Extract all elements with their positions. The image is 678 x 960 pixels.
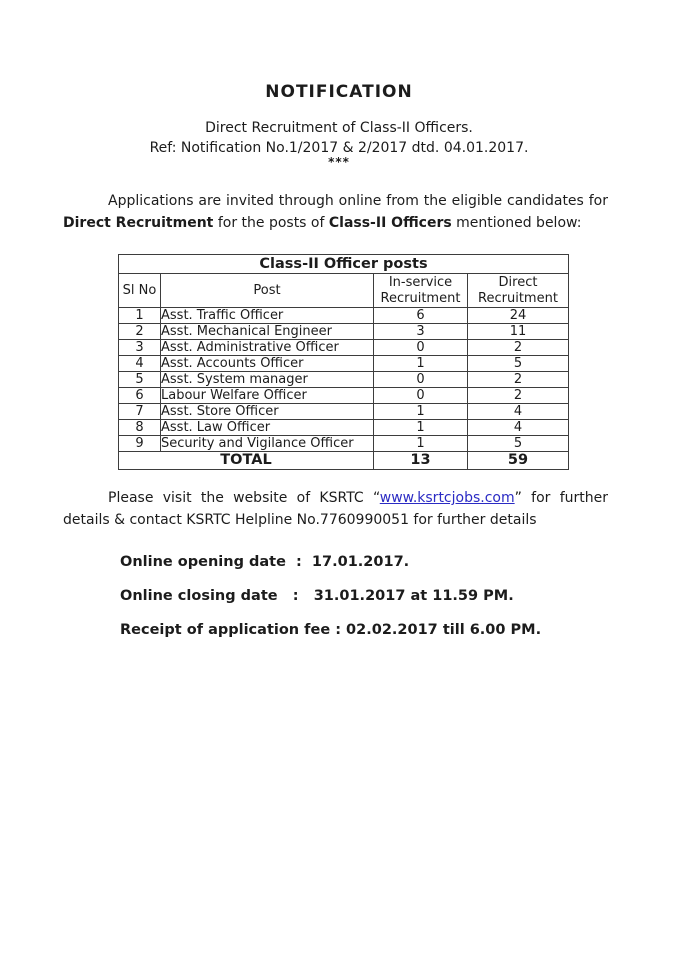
intro-segment-0: Applications are invited through online from the eligible candidates for	[108, 193, 608, 209]
row-post: Asst. Store Officer	[161, 404, 374, 420]
row-sl-no: 1	[119, 308, 161, 324]
row-in-service: 0	[374, 340, 468, 356]
row-in-service: 1	[374, 420, 468, 436]
col-header-sl-no: Sl No	[119, 274, 161, 308]
row-post: Labour Welfare Officer	[161, 388, 374, 404]
online-opening-date: Online opening date : 17.01.2017.	[120, 554, 410, 570]
intro-segment-4: mentioned below:	[451, 215, 582, 231]
col-header-post: Post	[161, 274, 374, 308]
row-post: Security and Vigilance Officer	[161, 436, 374, 452]
total-direct: 59	[468, 452, 569, 470]
application-fee-date: Receipt of application fee : 02.02.2017 till 6.00 PM.	[120, 622, 542, 638]
important-dates	[120, 554, 608, 638]
row-direct: 5	[468, 436, 569, 452]
row-post: Asst. Traffic Officer	[161, 308, 374, 324]
table-total-row	[119, 452, 569, 470]
online-closing-date: Online closing date : 31.01.2017 at 11.59 PM.	[120, 588, 514, 604]
row-sl-no: 3	[119, 340, 161, 356]
website-link[interactable]: www.ksrtcjobs.com	[379, 490, 515, 506]
row-direct: 4	[468, 420, 569, 436]
stars-divider: ***	[328, 155, 350, 169]
table-row	[119, 340, 569, 356]
row-sl-no: 9	[119, 436, 161, 452]
officer-posts-table	[118, 254, 569, 470]
row-in-service: 1	[374, 356, 468, 372]
row-direct: 24	[468, 308, 569, 324]
document-subtitle	[0, 118, 678, 158]
intro-segment-2: for the posts of	[213, 215, 329, 231]
row-in-service: 0	[374, 388, 468, 404]
row-sl-no: 7	[119, 404, 161, 420]
table-row	[119, 308, 569, 324]
row-sl-no: 8	[119, 420, 161, 436]
row-direct: 5	[468, 356, 569, 372]
table-title-row	[119, 255, 569, 274]
table-row	[119, 388, 569, 404]
row-post: Asst. Law Officer	[161, 420, 374, 436]
row-in-service: 3	[374, 324, 468, 340]
intro-paragraph	[63, 190, 608, 234]
page-title: NOTIFICATION	[265, 82, 413, 102]
subtitle-line-2: Ref: Notification No.1/2017 & 2/2017 dtd. 04.01.2017.	[149, 140, 529, 156]
row-post: Asst. Administrative Officer	[161, 340, 374, 356]
table-row	[119, 324, 569, 340]
row-in-service: 1	[374, 436, 468, 452]
row-in-service: 0	[374, 372, 468, 388]
table-row	[119, 420, 569, 436]
row-direct: 2	[468, 388, 569, 404]
row-post: Asst. Accounts Officer	[161, 356, 374, 372]
table-header-row	[119, 274, 569, 308]
row-sl-no: 2	[119, 324, 161, 340]
row-post: Asst. System manager	[161, 372, 374, 388]
col-header-direct: Direct Recruitment	[468, 274, 569, 308]
footer-segment-0: Please visit the website of KSRTC “	[108, 490, 380, 506]
table-row	[119, 404, 569, 420]
row-sl-no: 5	[119, 372, 161, 388]
col-header-in-service: In-service Recruitment	[374, 274, 468, 308]
row-direct: 2	[468, 372, 569, 388]
table-row	[119, 356, 569, 372]
table-title: Class-II Officer posts	[119, 255, 569, 274]
row-direct: 2	[468, 340, 569, 356]
table-row	[119, 372, 569, 388]
table-row	[119, 436, 569, 452]
subtitle-line-1: Direct Recruitment of Class-II Officers.	[205, 120, 473, 136]
document-body	[63, 190, 608, 638]
total-in-service: 13	[374, 452, 468, 470]
intro-segment-3: Class-II Officers	[328, 215, 452, 231]
total-label: TOTAL	[119, 452, 374, 470]
row-in-service: 1	[374, 404, 468, 420]
intro-segment-1: Direct Recruitment	[63, 215, 214, 231]
row-sl-no: 6	[119, 388, 161, 404]
row-sl-no: 4	[119, 356, 161, 372]
website-paragraph	[63, 487, 608, 531]
row-direct: 4	[468, 404, 569, 420]
row-direct: 11	[468, 324, 569, 340]
row-post: Asst. Mechanical Engineer	[161, 324, 374, 340]
footer-segment-2: ” for further details & contact KSRTC Helpline No.7760990051 for further details	[63, 490, 608, 528]
row-in-service: 6	[374, 308, 468, 324]
